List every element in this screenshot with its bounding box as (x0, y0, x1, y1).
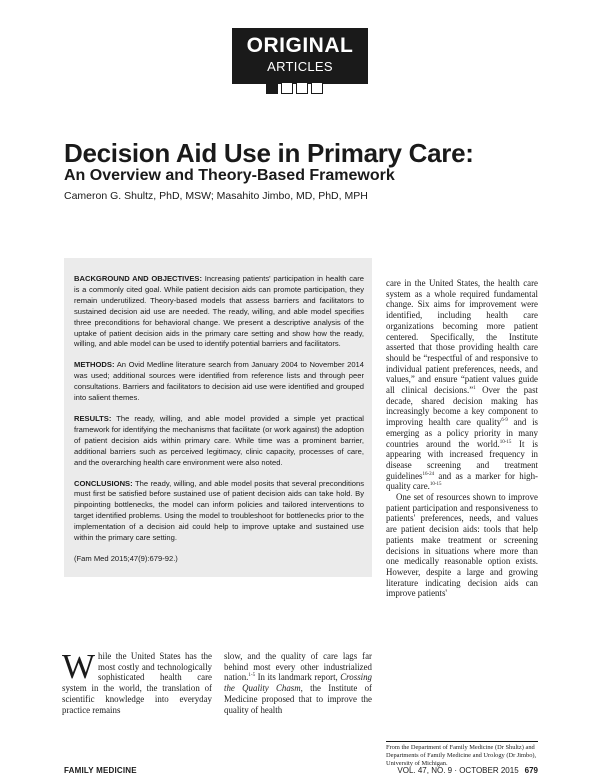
article-subtitle: An Overview and Theory-Based Framework (64, 167, 395, 184)
citation-ref: 10-15 (499, 439, 512, 445)
body-text: , the Institute of Medicine proposed that to improve the quality of health (224, 683, 372, 715)
abstract-conclusions (74, 479, 364, 544)
abstract-results (74, 414, 364, 469)
body-column-right (386, 278, 538, 599)
section-indicator (266, 82, 323, 94)
article-authors: Cameron G. Shultz, PhD, MSW; Masahito Jimbo, MD, PhD, MPH (64, 190, 368, 202)
drop-cap: W (62, 647, 96, 686)
page-footer (64, 766, 538, 776)
abstract-background (74, 274, 364, 350)
author-affiliation-footnote: From the Department of Family Medicine (Dr Shultz) and Departments of Family Medicine and Urology (Dr Jimbo), University of Michigan. (386, 744, 537, 767)
indicator-square (311, 82, 323, 94)
citation-ref: 10-15 (429, 482, 442, 488)
abstract-label: CONCLUSIONS: (74, 478, 133, 488)
body-text: and is emerging as a policy priority in many countries around the world. (386, 417, 538, 449)
abstract-text: The ready, willing, and able model provided a simple yet practical framework for identifying the mechanisms that facilitate (or work against) the adoption of patient decision aids within primary care. While time was a prominent barrier, additional barriers such as perceived legitimacy, clinic capacity, processes of care, and the overarching health care environment were also noted. (74, 413, 364, 467)
body-paragraph (224, 651, 372, 715)
citation-ref: 6-9 (501, 418, 508, 424)
body-text: In its landmark report, (255, 672, 341, 683)
article-title: Decision Aid Use in Primary Care: (64, 138, 474, 168)
body-text: and as a marker for high-quality care. (386, 470, 538, 492)
abstract-text: Increasing patients' participation in health care is a commonly cited goal. While patient decision aids can promote participation, they remain underutilized. Theory-based models that assess barriers and facilitators to sustained decision aid use are needed. The ready, willing, and able model specifies three preconditions for behavioral change. We present a descriptive analysis of the uptake of patient decision aids in the primary care setting and show how the ready, willing, and able model can be used to identify potential barriers and facilitators. (74, 274, 364, 349)
abstract-box (64, 258, 372, 577)
abstract-citation: (Fam Med 2015;47(9):679-92.) (74, 553, 178, 563)
citation-ref: 1 (473, 386, 476, 392)
body-text: care in the United States, the health care system as a whole required fundamental change. Six aims for improvement were identified, including health care organizations becoming more patient centered. Specifically, the Institute asserted that those providing health care should be “respectful of and responsive to individual patient preferences, needs, and values,” and ensure “patient values guide all clinical decisions.” (386, 278, 538, 396)
issue-text: VOL. 47, NO. 9 · OCTOBER 2015 (397, 766, 519, 775)
issue-info (397, 766, 538, 776)
body-text: hile the United States has the most costly and technologically sophisticated health care system in the world, the translation of scientific knowledge into everyday practice remains (62, 651, 212, 715)
section-label-original: ORIGINAL (246, 34, 354, 57)
citation-ref: 16-24 (422, 471, 435, 477)
abstract-label: BACKGROUND AND OBJECTIVES: (74, 274, 203, 283)
body-text: It is appearing with increased frequency in disease screening and treatment guidelines (386, 438, 538, 481)
section-label-articles: ARTICLES (267, 59, 333, 74)
abstract-text: The ready, willing, and able model posits that several preconditions must first be satisfied before sustained use of patient decision aids can take hold. By pinpointing bottlenecks, the model can inform policies and tailored interventions to target identified problems. Using the model to troubleshoot for bottlenecks prior to the implementation of a decision aid could help to improve uptake and sustained use within the primary care setting. (74, 478, 364, 543)
abstract-methods (74, 360, 364, 404)
body-column-middle (224, 651, 372, 715)
body-paragraph (62, 647, 212, 715)
abstract-label: METHODS: (74, 360, 115, 370)
body-text: slow, and the quality of care lags far behind most every other industrialized nation. (224, 651, 372, 683)
abstract-text: An Ovid Medline literature search from January 2004 to November 2014 was used; additional sources were identified from reference lists and through peer consultations. Barriers and facilitators to decision aid use were identified and grouped into salient themes. (74, 360, 364, 403)
citation-ref: 1-5 (248, 673, 256, 679)
indicator-square (281, 82, 293, 94)
section-badge (232, 28, 368, 84)
body-column-left (62, 647, 212, 715)
body-paragraph: One set of resources shown to improve patient participation and responsiveness to patients' preferences, needs, and values are patient decision aids: tools that help patients make treatment or screening decisions in situations where more than one medically reasonable option exists. However, despite a large and growing literature indicating decision aids can improve patients' (386, 492, 538, 599)
body-paragraph (386, 278, 538, 492)
indicator-square (296, 82, 308, 94)
body-text: Over the past decade, shared decision making has increasingly become a key component to improving health care quality (386, 385, 538, 428)
page-number: 679 (524, 766, 538, 775)
footnote-divider (386, 741, 538, 742)
journal-name: FAMILY MEDICINE (64, 766, 137, 775)
abstract-label: RESULTS: (74, 413, 112, 423)
indicator-square-filled (266, 82, 278, 94)
report-title: Crossing the Quality Chasm (224, 672, 372, 694)
